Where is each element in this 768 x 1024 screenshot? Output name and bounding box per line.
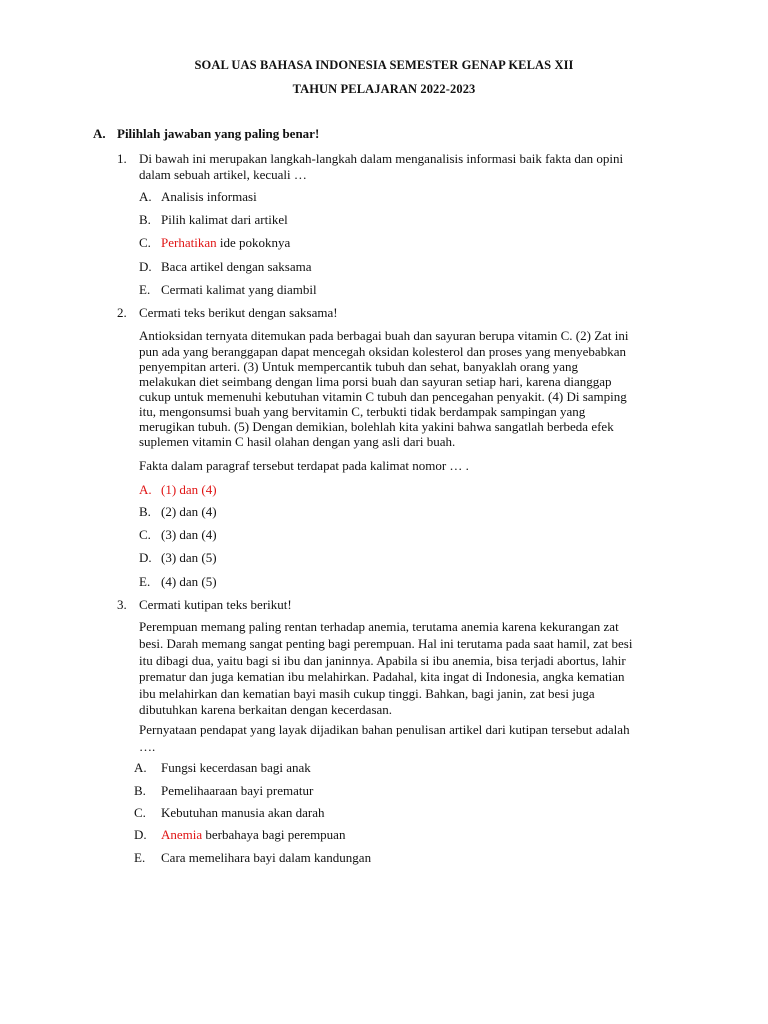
passage-line: itu, mengonsumsi buah yang bervitamin C, terbukti tidak berdampak sampingan yang: [139, 404, 586, 419]
option-text: (3) dan (5): [161, 550, 217, 565]
passage-line: suplemen vitamin C hasil olahan dengan yang asli dari buah.: [139, 434, 456, 449]
option-letter: B.: [139, 504, 151, 519]
question-prompt: Fakta dalam paragraf tersebut terdapat pada kalimat nomor … .: [139, 458, 469, 473]
passage-line: itu dibagi dua, yaitu bagi si ibu dan janinnya. Apabila si ibu anemia, bisa terjadi abortus, lahir: [139, 653, 626, 668]
option-text: Cermati kalimat yang diambil: [161, 282, 317, 297]
option-letter: D.: [134, 827, 147, 842]
option-text: Baca artikel dengan saksama: [161, 259, 312, 274]
passage-line: dibutuhkan karena berkaitan dengan kecerdasan.: [139, 702, 393, 717]
highlighted-word: Perhatikan: [161, 235, 217, 250]
option-text-rest: ide pokoknya: [216, 235, 291, 250]
option-text: [161, 235, 290, 250]
section-marker: A.: [93, 126, 106, 141]
option-text: Pilih kalimat dari artikel: [161, 212, 288, 227]
option-text: Pemelihaaraan bayi prematur: [161, 783, 314, 798]
question-prompt: ….: [139, 739, 156, 754]
option-text: Fungsi kecerdasan bagi anak: [161, 760, 311, 775]
option-text: Cara memelihara bayi dalam kandungan: [161, 850, 372, 865]
option-letter: C.: [139, 235, 151, 250]
option-text-rest: berbahaya bagi perempuan: [202, 827, 346, 842]
passage-line: prematur dan juga kematian ibu melahirkan. Padahal, kita ingat di Indonesia, angka kematian: [139, 669, 625, 684]
option-letter: D.: [139, 550, 152, 565]
option-letter: E.: [139, 282, 151, 297]
passage-line: melakukan diet seimbang dengan lima porsi buah dan sayuran setiap hari, karena dianggap: [139, 374, 612, 389]
option-letter: A.: [139, 189, 152, 204]
doc-title-line1: SOAL UAS BAHASA INDONESIA SEMESTER GENAP KELAS XII: [194, 58, 574, 72]
highlighted-word: Anemia: [161, 827, 203, 842]
option-letter: E.: [139, 574, 151, 589]
question-stem: Cermati teks berikut dengan saksama!: [139, 305, 338, 320]
option-text: Kebutuhan manusia akan darah: [161, 805, 325, 820]
option-letter: B.: [139, 212, 151, 227]
question-stem: Cermati kutipan teks berikut!: [139, 597, 292, 612]
option-text: [161, 827, 345, 842]
passage-line: pun ada yang beranggapan dapat mencegah oksidan kolesterol dan proses yang menyebabkan: [139, 344, 626, 359]
option-text: (4) dan (5): [161, 574, 217, 589]
option-letter: A.: [134, 760, 147, 775]
option-letter: C.: [134, 805, 146, 820]
passage-line: merugikan tubuh. (5) Dengan demikian, bolehlah kita yakini bahwa sangatlah berbeda efek: [139, 419, 614, 434]
section-instruction: Pilihlah jawaban yang paling benar!: [117, 126, 320, 141]
question-number: 3.: [117, 597, 127, 612]
option-text: Analisis informasi: [161, 189, 257, 204]
passage-line: Perempuan memang paling rentan terhadap anemia, terutama anemia karena kekurangan zat: [139, 619, 619, 634]
doc-title-line2: TAHUN PELAJARAN 2022-2023: [292, 82, 476, 96]
option-letter: E.: [134, 850, 146, 865]
passage-line: ibu melahirkan dan kematian bayi masih cukup tinggi. Bahkan, bagi janin, zat besi juga: [139, 686, 595, 701]
passage-line: Antioksidan ternyata ditemukan pada berbagai buah dan sayuran berupa vitamin C. (2) Zat ini: [139, 328, 629, 343]
option-letter: D.: [139, 259, 152, 274]
passage-line: penyempitan arteri. (3) Untuk mempercantik tubuh dan sehat, banyaklah orang yang: [139, 359, 578, 374]
option-letter: A.: [139, 482, 152, 497]
option-letter: B.: [134, 783, 146, 798]
question-number: 2.: [117, 305, 127, 320]
question-stem: Di bawah ini merupakan langkah-langkah dalam menganalisis informasi baik fakta dan opini: [139, 151, 624, 166]
question-prompt: Pernyataan pendapat yang layak dijadikan bahan penulisan artikel dari kutipan tersebut adalah: [139, 722, 630, 737]
question-number: 1.: [117, 151, 127, 166]
option-letter: C.: [139, 527, 151, 542]
option-text: (3) dan (4): [161, 527, 217, 542]
passage-line: besi. Darah memang sangat penting bagi perempuan. Hal ini terutama pada saat hamil, zat besi: [139, 636, 633, 651]
option-text: (2) dan (4): [161, 504, 217, 519]
question-stem: dalam sebuah artikel, kecuali …: [139, 167, 307, 182]
option-text: (1) dan (4): [161, 482, 217, 497]
passage-line: cukup untuk memenuhi kebutuhan vitamin C tubuh dan pencegahan penyakit. (4) Di samping: [139, 389, 627, 404]
